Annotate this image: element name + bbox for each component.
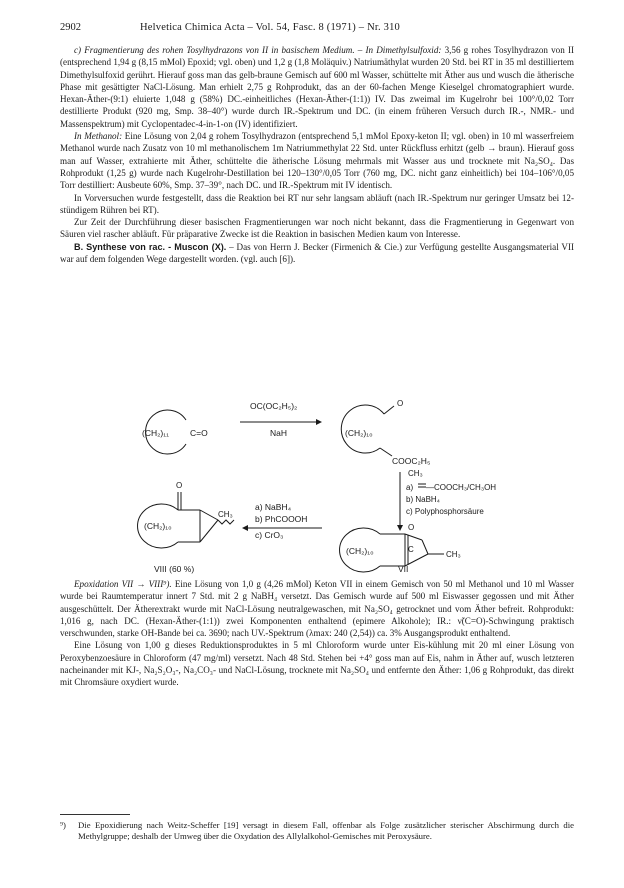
viii-ring-label: (CH₂)₁₀ <box>144 521 172 531</box>
paragraph-text: – Das von Herrn J. Becker (Firmenich & Cie.) zur Verfügung gestellte Ausgangsmaterial VII war auf dem folgenden Wege dargestellt worden. (vgl. auch [6]). <box>60 241 574 265</box>
step-a-label: a) <box>406 483 414 492</box>
reagent-diethyl-carbonate: OC(OC₂H₅)₂ <box>250 401 298 411</box>
footnote-text: Die Epoxidierung nach Weitz-Scheffer [19] versagt in diesem Fall, offenbar als Folge zusätzlicher sterischer Abschirmung durch die Methylgruppe; deshalb der Umweg über die Oxydation des Allylalkohol-Gemisches mit Peroxysäure. <box>78 820 574 842</box>
section-title: B. Synthese von rac. - Muscon (X). <box>74 241 227 252</box>
paragraph-lead: Epoxidation VII → VIII⁹). <box>74 579 172 589</box>
compound-viii-structure <box>138 492 234 548</box>
arrowhead-left <box>242 525 248 531</box>
paragraph-lead: In Methanol: <box>74 131 123 142</box>
body-text-lower <box>60 578 574 689</box>
vii-c-label: C <box>408 545 414 554</box>
vii-methyl: CH₃ <box>446 550 461 559</box>
reaction-scheme <box>60 392 570 572</box>
paragraph-text: 3,56 g rohes Tosylhydrazon von II (entsprechend 1,94 g (8,15 mMol) Epoxid; vgl. oben) und 1,2 g (1,8 Moläquiv.) Natriumäthylat wurden 20 Std. bei RT in 35 ml destilliertem Dimethylsulfoxid gerührt. Hierauf goss man das gelb-braune Gemisch auf 600 ml Wasser, schüttelte mit Äther aus und wusch die ätherische Phase mit gesättigter NaCl-Lösung. Man erhielt 2,75 g Rohprodukt, das an der 60-fachen Menge Kieselgel chromatographiert wurde. Hexan-Äther-(9:1) eluierte 1,048 g (58%) DC.-einheitliches (Hexan-Äther-(1:1)) IV. Das zweimal im Kugelrohr bei 100°/0,02 Torr destillierte Produkt (920 mg, Smp. 38–40°) wurde durch IR.-Spektrum und DC. (in einem früheren Versuch durch IR.-, NMR.- und Massenspektrum) mit Cyclopentadec-4-in-1-on (IV) identifiziert. <box>60 45 574 129</box>
carbonyl-label: C=O <box>190 428 208 438</box>
arrowhead-top <box>316 419 322 425</box>
ring-label-ch2-10: (CH₂)₁₀ <box>345 428 373 438</box>
footnote-marker: ⁹) <box>60 820 66 830</box>
paragraph-epoxidation <box>60 578 574 639</box>
ester-carbonyl-o: O <box>397 399 404 408</box>
paragraph-peracid: Eine Lösung von 1,00 g dieses Reduktionsproduktes in 5 ml Chloroform wurde unter Eis-kühlung mit 20 ml einer Lösung von Peroxybenzoesäure in Chloroform (47 mg/ml) versetzt. Nach 48 Std. Stehen bei +4° goss man auf Eis, nahm in Äther auf, wusch letzteren nacheinander mit KJ-, Na₂S₂O₃-, Na₂CO₃- und NaCl-Lösung, trocknete mit Na₂SO₄ und entfernte den Äther: 1,06 g Rohprodukt, das direkt mit Chromsäure oxydiert wurde. <box>60 640 574 688</box>
running-title: Helvetica Chimica Acta – Vol. 54, Fasc. 8 (1971) – Nr. 310 <box>140 22 400 33</box>
paragraph-methanol <box>60 130 574 191</box>
reagent-perbenzoic: b) PhCOOOH <box>255 514 308 524</box>
vii-carbonyl-o: O <box>408 523 415 532</box>
viii-methyl: CH₃ <box>218 510 233 519</box>
vii-ring-label: (CH₂)₁₀ <box>346 546 374 556</box>
compound-label-viii: VIII (60 %) <box>154 564 195 574</box>
body-text-upper <box>60 44 574 265</box>
reagent-nah: NaH <box>270 428 288 438</box>
methyl-acrylate-ch3: CH₃ <box>408 469 423 478</box>
compound-label-vii: VII <box>398 564 409 574</box>
paragraph-fragmentation-dmso <box>60 44 574 130</box>
paragraph-text: Eine Lösung von 1,0 g (4,26 mMol) Keton VII in einem Gemisch von 50 ml Methanol und 10 ml Wasser wurde bei Raumtemperatur innert 7 Std. mit 2 g NaBH₄ versetzt. Das Gemisch wurde auf 500 ml Eiswasser gegossen und mit Äther ausgeschüttelt. Der Ätherextrakt wurde mit NaCl-Lösung neutralgewaschen, mit Na₂SO₄ getrocknet und vom Äther befreit. Rohprodukt: 1,016 g, nach DC. (Hexan-Äther-(1:1)) zwei Komponenten enthaltend (epimere Alkohole); IR.: ν̃(C=O)-Schwingung praktisch verschwunden, starke OH-Bande bei ca. 3690; nach UV.-Spektrum (λmax: 240 (2,54)) ca. 3% Ausgangsprodukt enthaltend. <box>60 579 574 639</box>
step-c-label: c) Polyphosphorsäure <box>406 507 484 516</box>
ring-label-ch2-11: (CH₂)₁₁ <box>142 428 169 438</box>
footnote-rule <box>60 814 130 815</box>
reagent-cro3: c) CrO₃ <box>255 530 284 540</box>
viii-carbonyl-o: O <box>176 481 183 490</box>
paragraph-note: Zur Zeit der Durchführung dieser basischen Fragmentierungen war noch nicht bekannt, dass die Fragmentierung in Gegenwart von Säuren viel rascher abläuft. Für präparative Zwecke ist die Reaktion in basischen Medien kaum von Interesse. <box>60 217 574 240</box>
page-number: 2902 <box>60 22 81 33</box>
paragraph-lead: c) Fragmentierung des rohen Tosylhydrazons von II in basischem Medium. – In Dimethylsulfoxid: <box>74 45 442 55</box>
paragraph-section-b <box>60 241 574 266</box>
paragraph-text: Eine Lösung von 2,04 g rohem Tosylhydrazon (entsprechend 5,1 mMol Epoxy-keton II; vgl. oben) in 10 ml wasserfreiem Methanol wurde nach Zusatz von 10 ml methanolischem 1m Natriummethylat 22 Std. unter Rückfluss erhitzt (gelb → braun). Hierauf goss man auf Wasser, extrahierte mit Äther, schüttelte die ätherische Lösung mehrmals mit Wasser aus und trocknete mit Na₂SO₄. Das Rohprodukt (1,25 g) wurde nach Kugelrohr-Destillation bei 120–130°/0,05 Torr (760 mg, DC. nicht ganz einheitlich) bei 104–106°/0,05 Torr destilliert: Ausbeute 60%, Smp. 37–39°, nach DC. und IR.-Spektrum mit IV identisch. <box>60 131 575 191</box>
ester-group: COOC₂H₅ <box>392 456 431 466</box>
footnote <box>60 820 574 843</box>
paragraph-preliminary: In Vorversuchen wurde festgestellt, dass die Reaktion bei RT nur sehr langsam abläuft (nach IR.-Spektrum nur geringer Umsatz bei 12-stündigem Rühren bei RT). <box>60 192 574 215</box>
step-a-reagent: —COOCH₃/CH₃OH <box>426 483 497 492</box>
arrowhead-vertical <box>397 525 403 531</box>
running-header <box>60 22 570 33</box>
reagent-nabh4: a) NaBH₄ <box>255 502 292 512</box>
scheme-drawing <box>60 392 570 572</box>
step-b-label: b) NaBH₄ <box>406 495 440 504</box>
